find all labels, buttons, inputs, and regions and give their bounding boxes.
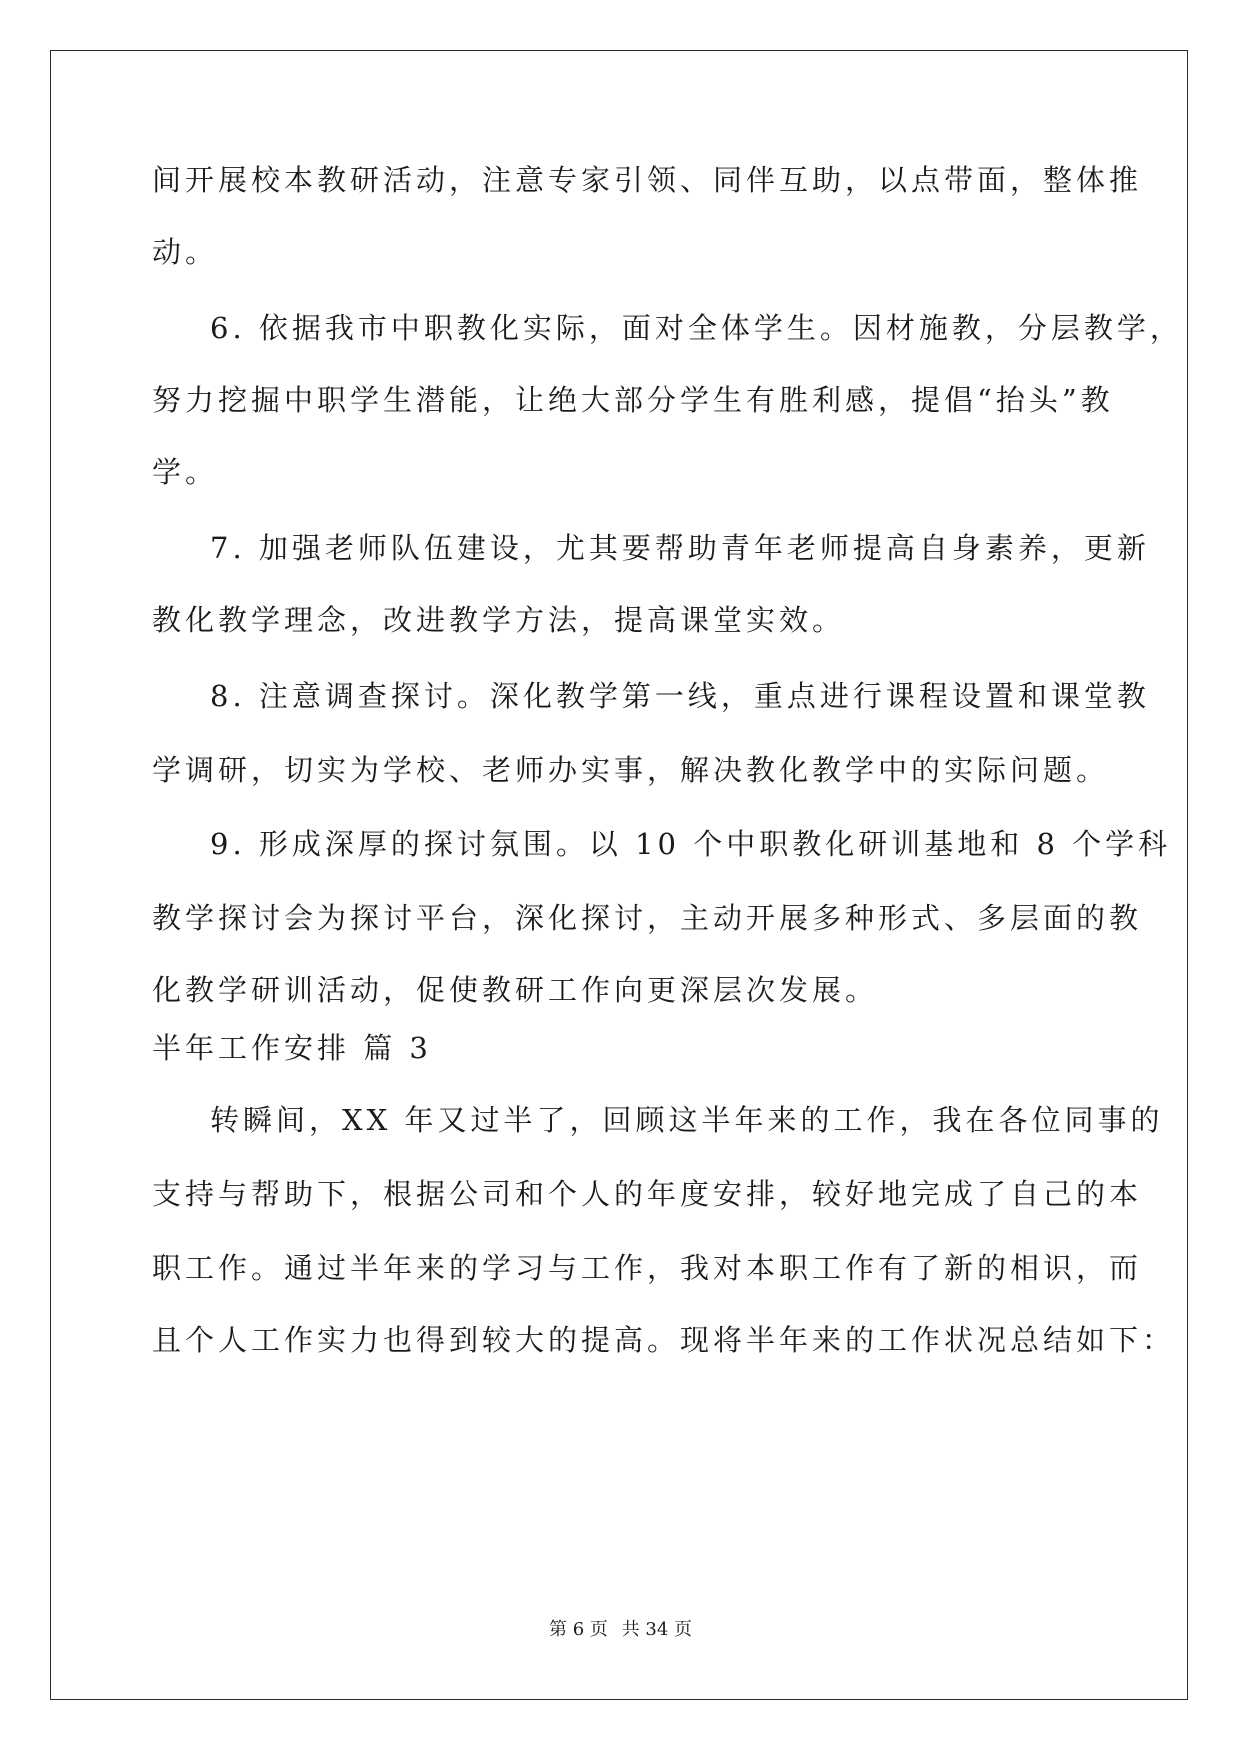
paragraph-line: 且个人工作实力也得到较大的提高。现将半年来的工作状况总结如下： (152, 1323, 1176, 1357)
section-heading: 半年工作安排 篇 3 (152, 1031, 432, 1065)
paragraph-line: 转瞬间，XX 年又过半了，回顾这半年来的工作，我在各位同事的 (210, 1103, 1164, 1137)
paragraph-line: 9. 形成深厚的探讨氛围。以 10 个中职教化研训基地和 8 个学科 (210, 827, 1172, 861)
paragraph-line: 职工作。通过半年来的学习与工作，我对本职工作有了新的相识，而 (152, 1251, 1143, 1285)
paragraph-line: 8. 注意调查探讨。深化教学第一线，重点进行课程设置和课堂教 (210, 679, 1150, 713)
page-footer (0, 1615, 1241, 1641)
paragraph-line: 教学探讨会为探讨平台，深化探讨，主动开展多种形式、多层面的教 (152, 901, 1143, 935)
paragraph-line: 支持与帮助下，根据公司和个人的年度安排，较好地完成了自己的本 (152, 1177, 1143, 1211)
paragraph-line: 教化教学理念，改进教学方法，提高课堂实效。 (152, 603, 846, 637)
paragraph-line: 间开展校本教研活动，注意专家引领、同伴互助，以点带面，整体推 (152, 163, 1143, 197)
page-number: 第 6 页 (549, 1619, 608, 1640)
total-pages: 共 34 页 (621, 1619, 692, 1640)
paragraph-line: 学。 (152, 455, 219, 489)
paragraph-line: 6. 依据我市中职教化实际，面对全体学生。因材施教，分层教学， (210, 311, 1183, 345)
page-border (50, 50, 1188, 1700)
paragraph-line: 7. 加强老师队伍建设，尤其要帮助青年老师提高自身素养，更新 (210, 531, 1150, 565)
paragraph-line: 动。 (152, 235, 219, 269)
paragraph-line: 化教学研训活动，促使教研工作向更深层次发展。 (152, 973, 879, 1007)
paragraph-line: 学调研，切实为学校、老师办实事，解决教化教学中的实际问题。 (152, 753, 1110, 787)
paragraph-line: 努力挖掘中职学生潜能，让绝大部分学生有胜利感，提倡“抬头”教 (152, 383, 1114, 417)
